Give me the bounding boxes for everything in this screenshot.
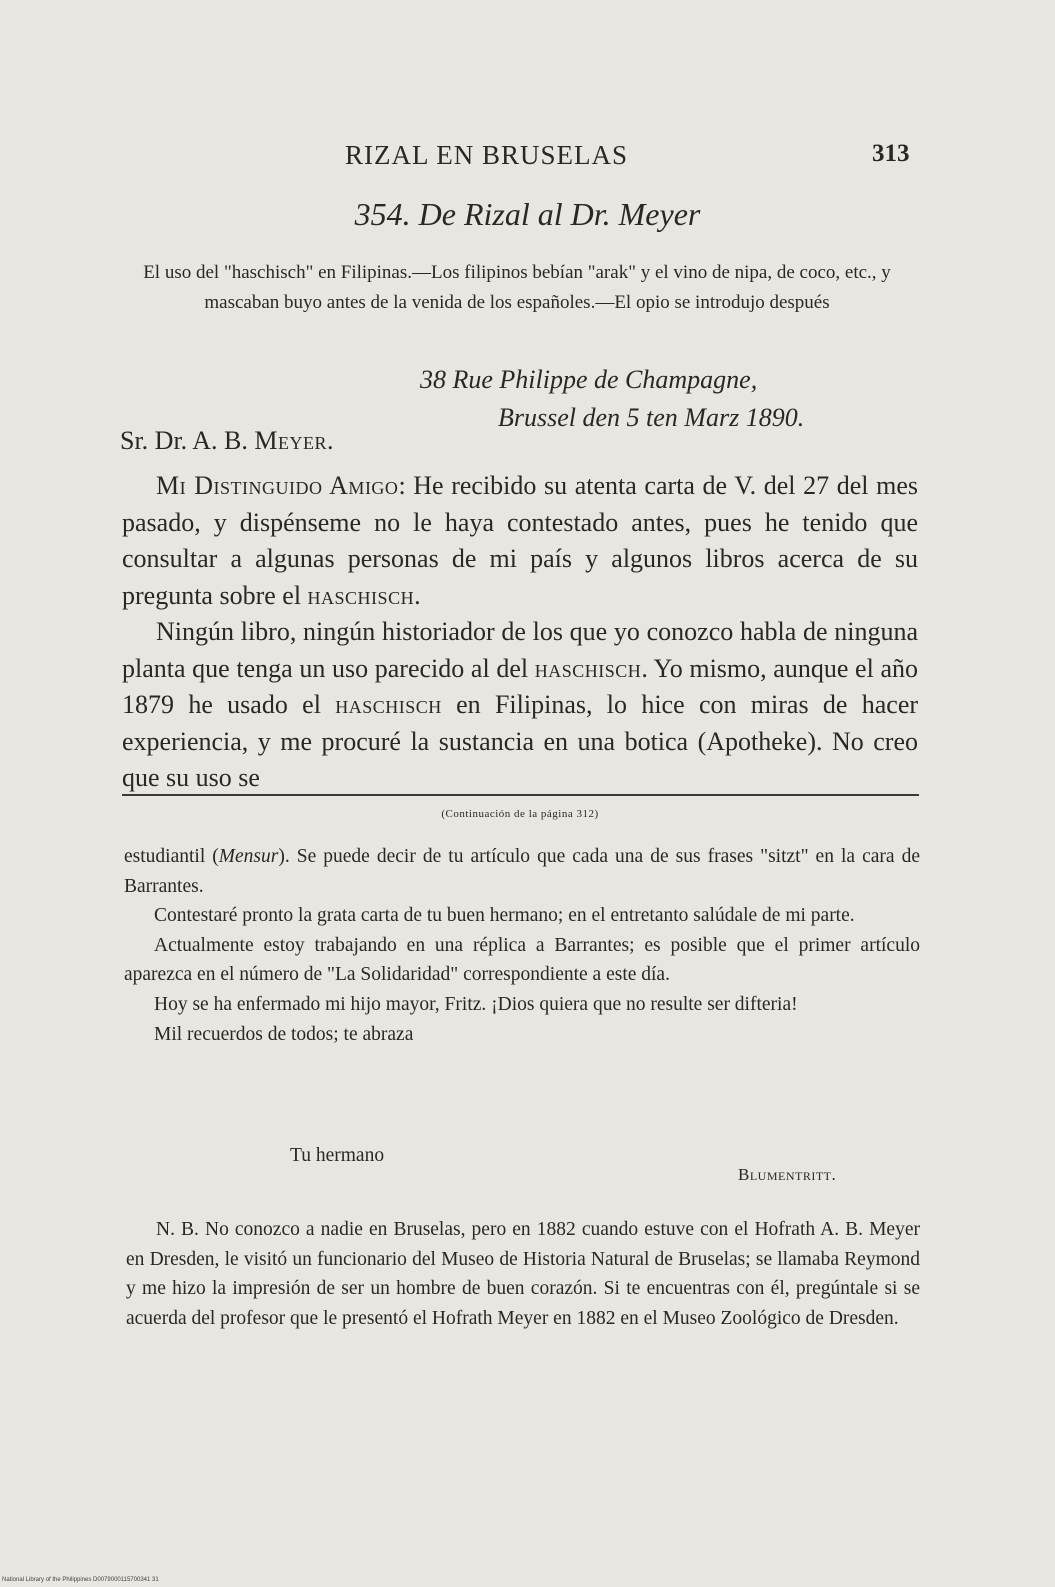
salutation: Mi Distinguido Amigo xyxy=(156,471,399,500)
closing-line: Tu hermano xyxy=(290,1145,385,1166)
letter-paragraph: Ningún libro, ningún historiador de los que yo conozco habla de ninguna planta que tenga un uso parecido al del haschisch. Yo mismo, aunque el año 1879 he usado el haschisch en Filipinas, lo hice con miras de hacer experiencia, y me procuré la sustancia en una botica (Apotheke). No creo que su uso se xyxy=(122,617,919,792)
continuation-paragraph: Actualmente estoy trabajando en una réplica a Barrantes; es posible que el primer artículo aparezca en el número de "La Solidaridad" correspondiente a este día. xyxy=(124,934,920,986)
continuation-paragraph: Mil recuerdos de todos; te abraza xyxy=(154,1023,414,1045)
archive-footer: National Library of the Philippines D0079000115700341 31 xyxy=(2,1577,159,1583)
continuation-paragraph: Contestaré pronto la grata carta de tu buen hermano; en el entretanto salúdale de mi parte. xyxy=(154,905,855,927)
continuation-paragraph: estudiantil (Mensur). Se puede decir de tu artículo que cada una de sus frases "sitzt" en la cara de Barrantes. xyxy=(124,846,920,897)
letter-summary: El uso del "haschisch" en Filipinas.—Los filipinos bebían "arak" y el vino de nipa, de coco, etc., y mascaban buyo antes de la venida de los españoles.—El opio se introdujo después xyxy=(143,262,891,313)
continuation-paragraph: Hoy se ha enfermado mi hijo mayor, Fritz. ¡Dios quiera que no resulte ser difteria! xyxy=(154,993,798,1015)
postscript: N. B. No conozco a nadie en Bruselas, pero en 1882 cuando estuve con el Hofrath A. B. Meyer en Dresden, le visitó un funcionario del Museo de Historia Natural de Bruselas; se llamaba Reymond y me hizo la impresión de ser un hombre de buen corazón. Si te encuentras con él, pregúntale si se acuerda del profesor que le presentó el Hofrath Meyer en 1882 en el Museo Zoológico de Dresden. xyxy=(126,1219,920,1329)
running-title: RIZAL EN BRUSELAS xyxy=(345,140,629,170)
continuation-text xyxy=(124,842,920,1049)
signature: Blumentritt. xyxy=(738,1165,837,1184)
address-line-2: Brussel den 5 ten Marz 1890. xyxy=(498,403,805,432)
continuation-note: (Continuación de la página 312) xyxy=(441,808,599,820)
recipient-name: Meyer. xyxy=(254,426,334,455)
page-number: 313 xyxy=(872,140,910,167)
recipient-prefix: Sr. Dr. A. B. xyxy=(120,426,255,455)
letter-paragraph: Mi Distinguido Amigo: He recibido su atenta carta de V. del 27 del mes pasado, y dispénseme no le haya contestado antes, pues he tenido que consultar a algunas personas de mi país y algunos libros acerca de su pregunta sobre el haschisch. xyxy=(122,471,918,610)
address-line-1: 38 Rue Philippe de Champagne, xyxy=(420,365,758,394)
recipient-line xyxy=(120,426,334,456)
letter-body xyxy=(122,468,918,797)
letter-title: 354. De Rizal al Dr. Meyer xyxy=(354,196,701,232)
section-divider xyxy=(122,794,919,796)
